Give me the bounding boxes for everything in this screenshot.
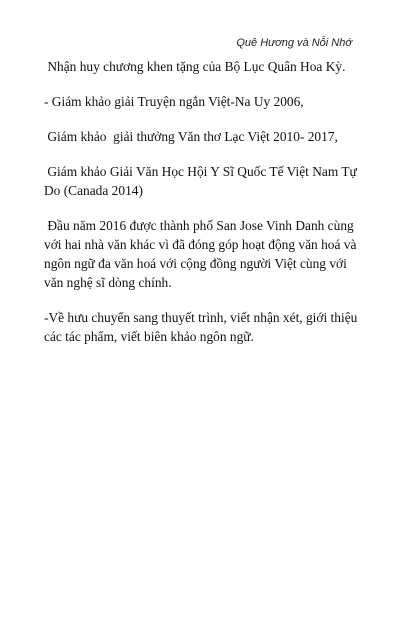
- running-header-title: Quê Hương và Nỗi Nhớ: [236, 37, 352, 49]
- paragraph-judge-lac-viet: Giám khảo giải thưởng Văn thơ Lạc Việt 2010- 2017,: [44, 129, 338, 144]
- paragraph-judge-short-story: - Giám khảo giải Truyện ngắn Việt-Na Uy 2006,: [44, 94, 304, 109]
- paragraph-san-jose-honor: Đầu năm 2016 được thành phố San Jose Vinh Danh cùng với hai nhà văn khác vì đã đóng góp hoạt động văn hoá và ngôn ngữ đa văn hoá với cộng đồng người Việt cùng với văn nghệ sĩ dòng chính.: [44, 218, 360, 290]
- paragraph-award-medal: Nhận huy chương khen tặng của Bộ Lục Quân Hoa Kỳ.: [44, 59, 346, 74]
- paragraph-retirement: -Về hưu chuyển sang thuyết trình, viết nhận xét, giới thiệu các tác phẩm, viết biên khảo ngôn ngữ.: [44, 310, 361, 344]
- page-body: [44, 57, 364, 362]
- paragraph-judge-medical-society: Giám khảo Giải Văn Học Hội Y Sĩ Quốc Tế Việt Nam Tự Do (Canada 2014): [44, 164, 361, 198]
